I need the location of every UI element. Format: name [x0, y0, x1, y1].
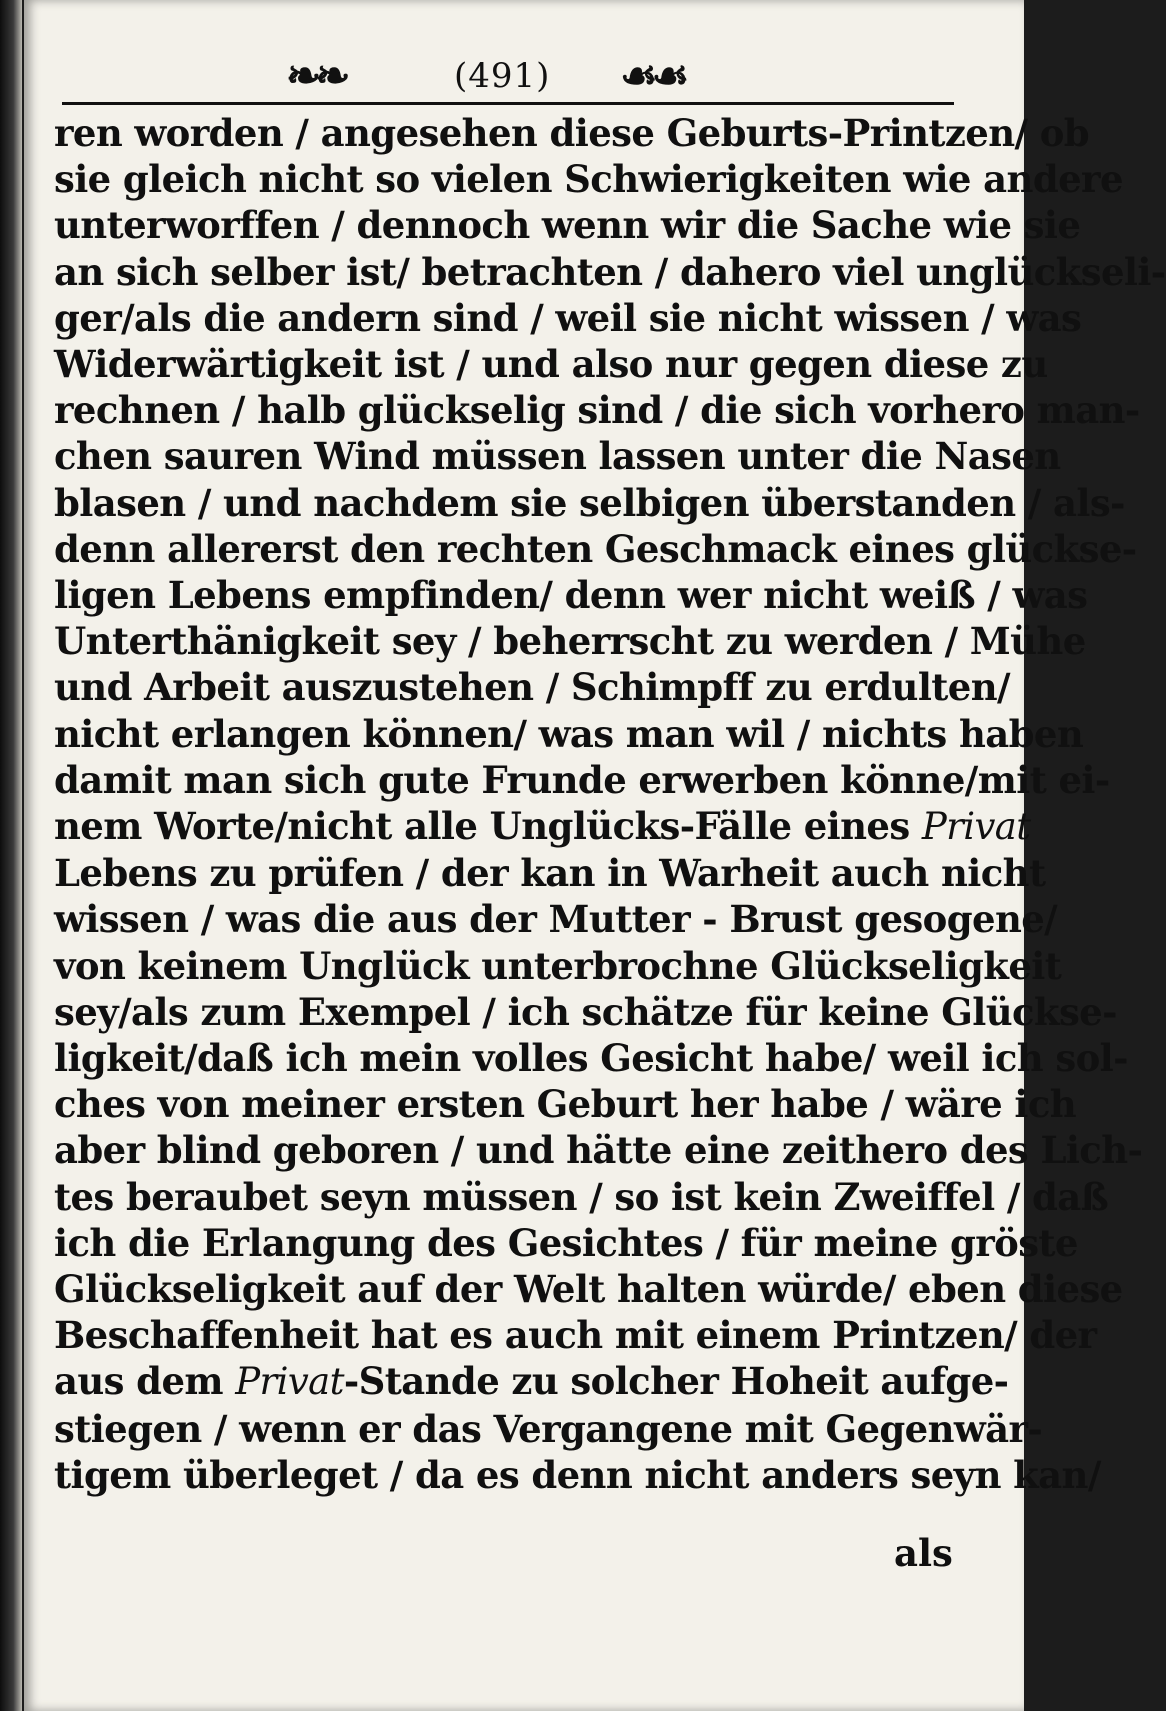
running-header	[62, 46, 952, 106]
text-line: wissen / was die aus der Mutter - Brust gesogene/	[54, 897, 1058, 942]
text-line: ich die Erlangung des Gesichtes / für meine gröste	[54, 1220, 1078, 1265]
text-line: blasen / und nachdem sie selbigen überstanden / als-	[54, 480, 1125, 525]
text-line: ger/als die andern sind / weil sie nicht wissen / was	[54, 295, 1082, 340]
text-line: unterworffen / dennoch wenn wir die Sache wie sie	[54, 203, 1081, 248]
text-line: nem Worte/nicht alle Unglücks-Fälle eines Privat	[54, 804, 1031, 849]
text-line: von keinem Unglück unterbrochne Glückseligkeit	[54, 943, 1062, 988]
italic-word: Privat	[235, 1360, 344, 1404]
header-rule	[62, 102, 954, 105]
text-line: ches von meiner ersten Geburt her habe / wäre ich	[54, 1082, 1077, 1127]
text-line: rechnen / halb glückselig sind / die sich vorhero man-	[54, 388, 1140, 433]
text-line: an sich selber ist/ betrachten / dahero viel unglückseli-	[54, 249, 1166, 294]
text-line: Beschaffenheit hat es auch mit einem Printzen/ der	[54, 1313, 1097, 1358]
text-line: nicht erlangen können/ was man wil / nichts haben	[54, 711, 1084, 756]
text-line: aus dem Privat-Stande zu solcher Hoheit aufge-	[54, 1359, 1009, 1404]
text-line: sie gleich nicht so vielen Schwierigkeiten wie andere	[54, 157, 1123, 202]
text-line: aber blind geboren / und hätte eine zeithero des Lich-	[54, 1128, 1143, 1173]
text-line: denn allererst den rechten Geschmack eines glückse-	[54, 526, 1137, 571]
text-line: Glückseligkeit auf der Welt halten würde/ eben diese	[54, 1267, 1123, 1312]
text-line: stiegen / wenn er das Vergangene mit Gegenwär-	[54, 1406, 1043, 1451]
text-line: sey/als zum Exempel / ich schätze für keine Glückse-	[54, 989, 1117, 1034]
text-line: chen sauren Wind müssen lassen unter die Nasen	[54, 434, 1061, 479]
italic-word: Privat	[921, 805, 1031, 849]
page-number: (491)	[454, 56, 551, 96]
text-line: ren worden / angesehen diese Geburts-Printzen/ ob	[54, 111, 1090, 155]
text-line: tigem überleget / da es denn nicht anders seyn kan/	[54, 1452, 1101, 1497]
text-line: ligkeit/daß ich mein volles Gesicht habe/ weil ich sol-	[54, 1036, 1128, 1081]
text-line: damit man sich gute Frunde erwerben könne/mit ei-	[54, 757, 1110, 802]
book-page	[24, 0, 1166, 1711]
catchword: als	[894, 1531, 953, 1575]
text-line: und Arbeit auszustehen / Schimpff zu erdulten/	[54, 665, 1010, 710]
left-ornament-icon: ❧❧	[286, 51, 345, 100]
right-ornament-icon: ☙☙	[620, 51, 684, 100]
text-line: tes beraubet seyn müssen / so ist kein Zweiffel / daß	[54, 1174, 1109, 1219]
text-line: ligen Lebens empfinden/ denn wer nicht weiß / was	[54, 573, 1088, 618]
body-text	[54, 110, 1166, 1498]
text-line: Widerwärtigkeit ist / und also nur gegen diese zu	[54, 342, 1048, 387]
text-line: Lebens zu prüfen / der kan in Warheit auch nicht	[54, 851, 1046, 896]
binding-shadow	[0, 0, 22, 1711]
text-line: Unterthänigkeit sey / beherrscht zu werden / Mühe	[54, 619, 1086, 664]
